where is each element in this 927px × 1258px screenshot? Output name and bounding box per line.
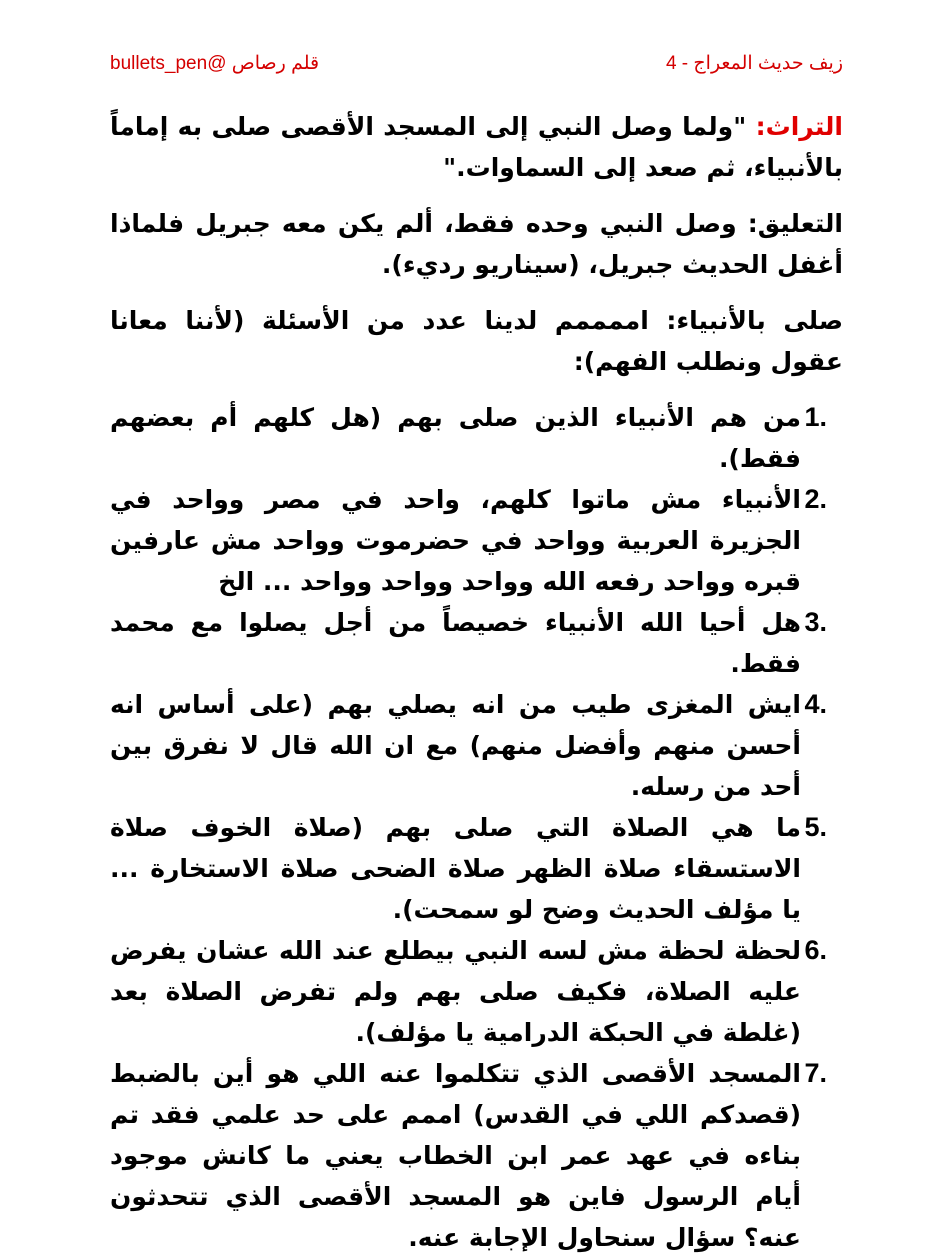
list-item-text: المسجد الأقصى الذي تتكلموا عنه اللي هو أين بالضبط (قصدكم اللي في القدس) اممم على حد علمي فقد تم بناءه في عهد عمر ابن الخطاب يعني ما كانش موجود أيام الرسول فاين هو المسجد الأقصى الذي تتحدثون عنه؟ سؤال سنحاول الإجابة عنه.	[110, 1059, 801, 1252]
list-item-number: 2.	[804, 484, 827, 514]
list-item-text: ايش المغزى طيب من انه يصلي بهم (على أساس انه أحسن منهم وأفضل منهم) مع ان الله قال لا نفرق بين أحد من رسله.	[110, 690, 801, 801]
list-item-text: هل أحيا الله الأنبياء خصيصاً من أجل يصلوا مع محمد فقط.	[110, 608, 801, 678]
page-title: زيف حديث المعراج - 4	[665, 53, 843, 74]
list-item-text: من هم الأنبياء الذين صلى بهم (هل كلهم أم بعضهم فقط).	[110, 403, 801, 473]
author-handle: قلم رصاص @bullets_pen	[110, 53, 320, 74]
list-item	[110, 930, 827, 1053]
questions-list	[110, 397, 843, 1258]
document-body	[110, 106, 843, 1258]
list-item	[110, 807, 827, 930]
list-item	[110, 1053, 827, 1258]
list-item-text: لحظة لحظة مش لسه النبي بيطلع عند الله عشان يفرض عليه الصلاة، فكيف صلى بهم ولم تفرض الصلاة بعد (غلطة في الحبكة الدرامية يا مؤلف).	[110, 936, 801, 1047]
list-item	[110, 479, 827, 602]
list-item	[110, 397, 827, 479]
intro-paragraph: صلى بالأنبياء: اممممم لدينا عدد من الأسئلة (لأننا معانا عقول ونطلب الفهم):	[110, 306, 843, 376]
taaliq-paragraph: التعليق: وصل النبي وحده فقط، ألم يكن معه جبريل فلماذا أغفل الحديث جبريل، (سيناريو رديء).	[110, 209, 843, 279]
list-item	[110, 684, 827, 807]
turath-quote: "ولما وصل النبي إلى المسجد الأقصى صلى به إماماً بالأنبياء، ثم صعد إلى السماوات."	[110, 112, 843, 182]
list-item-number: 4.	[804, 689, 827, 719]
list-item-text: ما هي الصلاة التي صلى بهم (صلاة الخوف صلاة الاستسقاء صلاة الظهر صلاة الضحى صلاة الاستخارة ... يا مؤلف الحديث وضح لو سمحت).	[110, 813, 801, 924]
list-item-text: الأنبياء مش ماتوا كلهم، واحد في مصر وواحد في الجزيرة العربية وواحد في حضرموت وواحد مش عارفين قبره وواحد رفعه الله وواحد وواحد وواحد ... الخ	[110, 485, 801, 596]
list-item-number: 3.	[804, 607, 827, 637]
list-item-number: 6.	[804, 935, 827, 965]
list-item-number: 1.	[804, 402, 827, 432]
turath-paragraph	[110, 106, 843, 188]
page-header	[110, 52, 843, 82]
list-item	[110, 602, 827, 684]
list-item-number: 5.	[804, 812, 827, 842]
list-item-number: 7.	[804, 1058, 827, 1088]
turath-label: التراث:	[755, 112, 843, 141]
